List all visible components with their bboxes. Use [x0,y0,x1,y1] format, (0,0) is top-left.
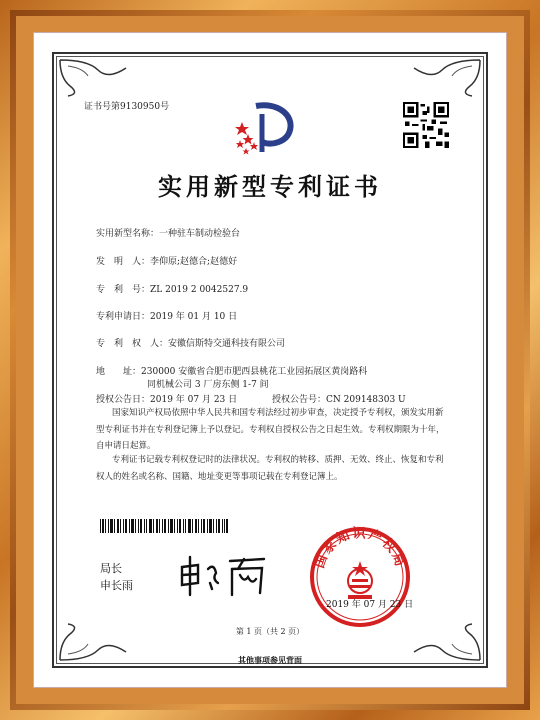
corner-ornament-top-right [412,58,482,98]
field-label: 专 利 权 人： [96,339,169,349]
seal-text: 国家知识产权局 [312,526,408,571]
cnipa-logo-icon [232,100,298,156]
page-number: 第 1 页（共 2 页） [235,627,305,636]
field-patentee [96,336,285,349]
seal-date: 2019 年 07 月 23 日 [326,600,414,610]
field-value: 安徽信斯特交通科技有限公司 [168,339,286,349]
field-label: 专利申请日： [96,312,151,322]
certificate-number: 证书号第9130950号 [84,102,170,112]
field-value: CN 209148303 U [326,395,406,405]
document-title: 实用新型专利证书 [158,172,382,201]
director-title: 局长 [100,562,122,575]
field-label: 发 明 人： [96,257,151,267]
field-value: 一种驻车制动检验台 [159,229,241,239]
field-label: 地 址： [96,367,142,377]
field-label: 专 利 号： [96,285,151,295]
field-value: 230000 安徽省合肥市肥西县桃花工业园拓展区黄岗路科 [141,367,368,377]
statement-paragraph-1: 国家知识产权局依照中华人民共和国专利法经过初步审查，决定授予专利权，颁发实用新型专利证书并在专利登记簿上予以登记。专利权自授权公告之日起生效。专利权期限为十年，自申请日起算。 [96,408,445,451]
field-label: 实用新型名称： [96,229,160,239]
field-address [96,364,367,377]
director-name: 申长雨 [100,579,133,592]
field-label: 授权公告日： [96,395,151,405]
field-inventors [96,254,237,267]
field-utility-model-name [96,226,240,239]
field-value: 2019 年 01 月 10 日 [150,312,238,322]
director-signature [178,553,268,599]
field-grant-number [272,392,406,405]
footer-note: 其他事项参见背面 [238,655,302,665]
field-value: 2019 年 07 月 23 日 [150,395,238,405]
field-address-line2: 同机械公司 3 厂房东侧 1-7 间 [147,380,269,390]
field-application-date [96,309,237,322]
corner-ornament-top-left [58,58,128,98]
field-grant-date [96,392,237,405]
field-value: ZL 2019 2 0042527.9 [150,285,249,295]
field-value: 李仰原;赵德合;赵德好 [150,257,238,267]
field-patent-number [96,282,248,295]
qr-code-icon [403,102,449,148]
statement-paragraph-2: 专利证书记载专利权登记时的法律状况。专利权的转移、质押、无效、终止、恢复和专利权人的姓名或名称、国籍、地址变更等事项记载在专利登记簿上。 [96,455,444,482]
field-label: 授权公告号： [272,395,327,405]
official-seal [308,525,412,629]
barcode-icon [100,518,228,532]
